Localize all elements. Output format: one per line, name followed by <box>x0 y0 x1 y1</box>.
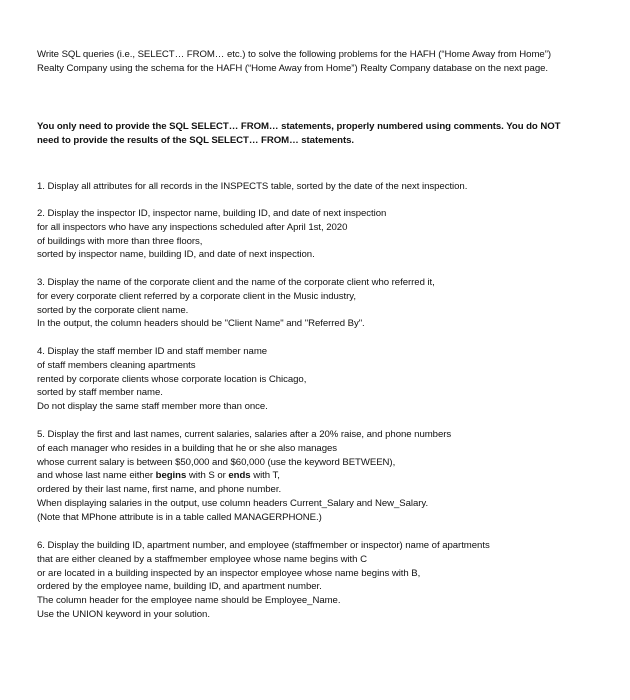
question-line-mixed <box>37 469 607 483</box>
question-line: rented by corporate clients whose corporate location is Chicago, <box>37 373 307 385</box>
question-line: 4. Display the staff member ID and staff member name <box>37 346 268 357</box>
text-run: with T, <box>250 470 280 482</box>
question-line: 2. Display the inspector ID, inspector name, building ID, and date of next inspection <box>37 208 387 219</box>
question-line: whose current salary is between $50,000 and $60,000 (use the keyword BETWEEN), <box>37 456 396 468</box>
question-line: 3. Display the name of the corporate client and the name of the corporate client who referred it, <box>37 277 435 288</box>
question-line: sorted by the corporate client name. <box>37 304 189 316</box>
emphasis-begins: begins <box>155 470 187 482</box>
question-line: sorted by inspector name, building ID, and date of next inspection. <box>37 249 315 261</box>
question-4 <box>37 345 607 414</box>
intro-line: Write SQL queries (i.e., SELECT… FROM… etc.) to solve the following problems for the HAFH (“Home Away from Home”) <box>37 49 551 60</box>
question-line: sorted by staff member name. <box>37 387 163 399</box>
question-line: or are located in a building inspected by an inspector employee whose name begins with B, <box>37 567 421 579</box>
text-run: and whose last name either <box>37 470 156 482</box>
question-6 <box>37 539 607 622</box>
question-5 <box>37 428 607 525</box>
question-line: ordered by their last name, first name, and phone number. <box>37 484 282 496</box>
question-1 <box>37 180 607 194</box>
question-line: ordered by the employee name, building ID, and apartment number. <box>37 581 322 593</box>
question-line: of staff members cleaning apartments <box>37 359 196 371</box>
question-line: 1. Display all attributes for all records in the INSPECTS table, sorted by the date of the next inspection. <box>37 181 468 192</box>
question-line: When displaying salaries in the output, use column headers Current_Salary and New_Salary. <box>37 497 429 509</box>
question-line: Do not display the same staff member more than once. <box>37 401 268 413</box>
question-line: for all inspectors who have any inspections scheduled after April 1st, 2020 <box>37 221 348 233</box>
question-line: that are either cleaned by a staffmember employee whose name begins with C <box>37 553 367 565</box>
question-line: 6. Display the building ID, apartment number, and employee (staffmember or inspector) name of apartments <box>37 540 490 551</box>
question-line: for every corporate client referred by a corporate client in the Music industry, <box>37 290 356 302</box>
question-line: Use the UNION keyword in your solution. <box>37 608 210 620</box>
text-run: with S or <box>186 470 229 482</box>
intro-paragraph <box>37 48 607 76</box>
question-line: In the output, the column headers should be "Client Name" and "Referred By". <box>37 318 365 330</box>
question-line: (Note that MPhone attribute is in a table called MANAGERPHONE.) <box>37 511 322 523</box>
question-line: The column header for the employee name should be Employee_Name. <box>37 595 341 607</box>
emphasis-ends: ends <box>228 470 251 482</box>
question-line: 5. Display the first and last names, current salaries, salaries after a 20% raise, and phone numbers <box>37 429 452 440</box>
notice-paragraph <box>37 120 607 148</box>
notice-line: You only need to provide the SQL SELECT… FROM… statements, properly numbered using comments. You do NOT <box>37 121 561 132</box>
question-line: of buildings with more than three floors, <box>37 235 203 247</box>
question-3 <box>37 276 607 331</box>
intro-line: Realty Company using the schema for the HAFH (“Home Away from Home”) Realty Company database on the next page. <box>37 62 549 74</box>
notice-line: need to provide the results of the SQL SELECT… FROM… statements. <box>37 134 354 146</box>
question-2 <box>37 207 607 262</box>
question-line: of each manager who resides in a building that he or she also manages <box>37 442 338 454</box>
